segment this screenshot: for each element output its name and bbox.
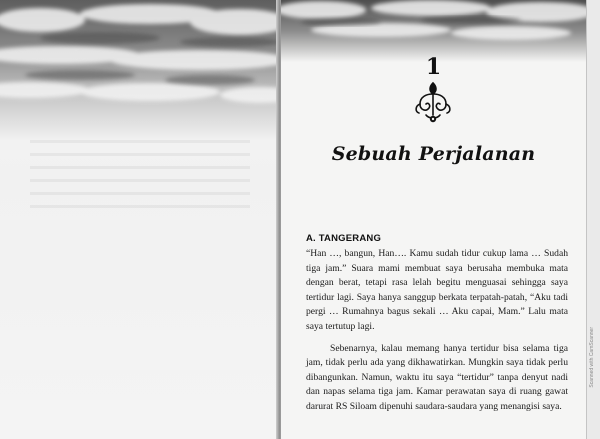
paragraph-1: “Han …, bangun, Han…. Kamu sudah tidur cukup lama … Sudah tiga jam.” Suara mami membuat saya berusaha membuka mata dengan berat, tetapi rasa lelah begitu menguasai sehingga saya tertidur lagi. Saya hanya sanggup berkata terpatah-patah, “Aku tadi pergi … Rumahnya bagus sekali … Aku capai, Mam.” Lalu mata saya tertutup lagi. <box>306 248 568 332</box>
body-text <box>306 247 568 415</box>
left-page <box>0 0 278 439</box>
section-heading: A. TANGERANG <box>306 233 382 244</box>
scanner-watermark: Scanned with CamScanner <box>589 327 595 388</box>
show-through-print <box>30 140 250 218</box>
chapter-title: Sebuah Perjalanan <box>331 143 536 165</box>
paragraph-2: Sebenarnya, kalau memang hanya tertidur bisa selama tiga jam, tidak perlu ada yang dikhawatirkan. Mungkin saya tidak perlu dibangunkan. Namun, waktu itu saya “tertidur” tanpa denyut nadi dan napas selama tiga jam. Kamar perawatan saya di ruang gawat darurat RS Siloam dipenuhi saudara-saudara yang menangisi saya. <box>306 342 568 412</box>
fleuron-ornament-icon <box>412 79 454 125</box>
chapter-number: 1 <box>425 54 442 80</box>
right-page <box>281 0 586 439</box>
cloud-image-right <box>281 0 586 62</box>
cloud-image-left <box>0 0 278 140</box>
